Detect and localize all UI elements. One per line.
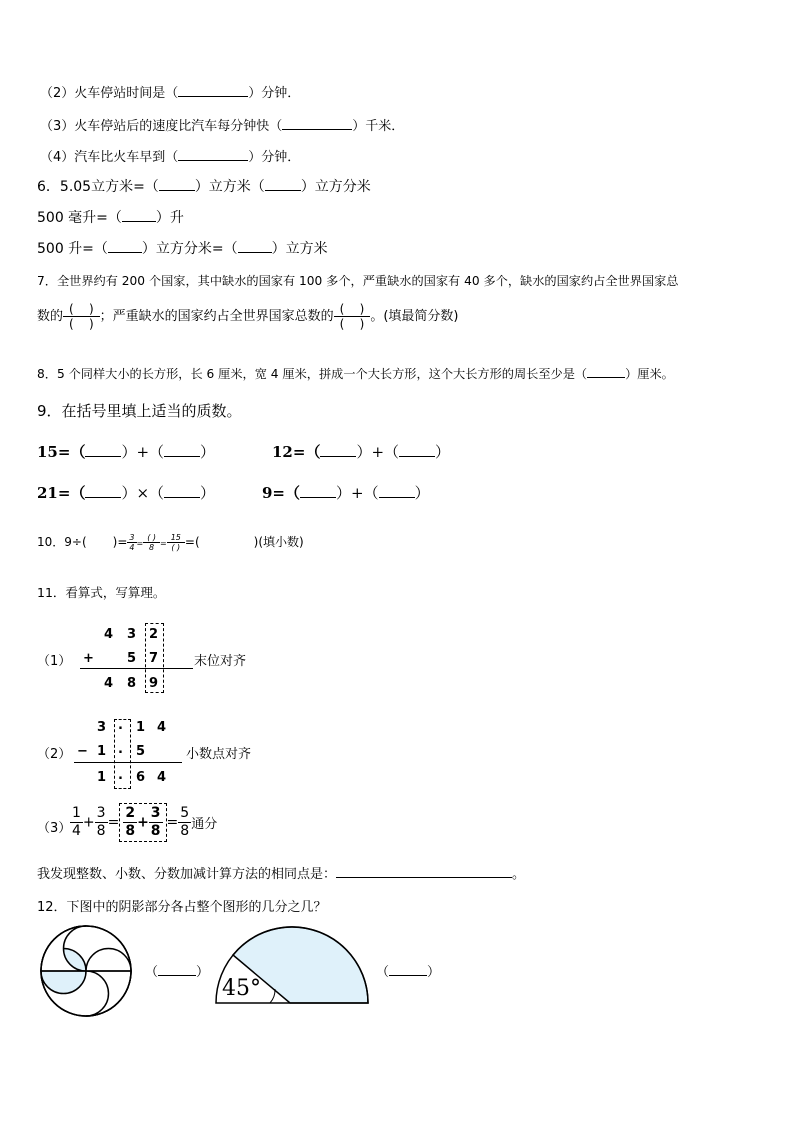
q11-title: 11．看算式，写算理。 — [37, 585, 166, 600]
answer-blank[interactable] — [238, 240, 272, 253]
fraction-blank[interactable]: $\frac{( )}{( )}$ — [334, 302, 371, 331]
q5-part3: （3）火车停站后的速度比汽车每分钟快（ ）千米． — [40, 119, 405, 134]
answer-blank[interactable] — [399, 444, 435, 457]
q9-row2-left: 21=（ ）×（ ） — [37, 484, 216, 502]
answer-blank[interactable] — [379, 485, 415, 498]
q5-part4: （4）汽车比火车早到（ ）分钟． — [40, 150, 301, 165]
shaded-circle-figure — [38, 923, 138, 1019]
q8: 8．5 个同样大小的长方形，长 6 厘米，宽 4 厘米，拼成一个大长方形，这个大长方形的周长至少是（ ）厘米。 — [37, 367, 674, 381]
answer-blank[interactable] — [108, 240, 142, 253]
q9-row1-right: 12=（ ）+（ ） — [272, 443, 451, 461]
q12-title: 12．下图中的阴影部分各占整个图形的几分之几？ — [37, 900, 327, 915]
q7-line1: 7．全世界约有 200 个国家，其中缺水的国家有 100 多个，严重缺水的国家有 40 多个，缺水的国家约占全世界国家总 — [37, 274, 679, 288]
q11-part3-fractions: $\frac{1}{4}$ + $\frac{3}{8}$ = $\frac{2}{8}$ + $\frac{3}{8}$ = $\frac{5}{8}$ 通分 — [70, 803, 217, 842]
answer-blank[interactable] — [122, 209, 156, 222]
answer-blank[interactable] — [587, 365, 625, 378]
answer-blank[interactable] — [159, 178, 195, 191]
q9-row2-right: 9=（ ）+（ ） — [262, 484, 430, 502]
answer-blank[interactable] — [282, 117, 352, 130]
angle-label: 45° — [222, 976, 261, 1001]
answer-blank[interactable] — [85, 444, 121, 457]
q11-part1-label: （1） — [37, 654, 72, 669]
sum-line — [80, 668, 193, 669]
q9-row1-left: 15=（ ）+（ ） — [37, 443, 216, 461]
q11-part2-label: （2） — [37, 747, 72, 762]
common-denominator-box: $\frac{2}{8}$ + $\frac{3}{8}$ — [119, 803, 166, 842]
q6-line3: 500 升=（ ）立方分米=（ ）立方米 — [37, 241, 328, 257]
q9-title: 9．在括号里填上适当的质数。 — [37, 402, 242, 420]
answer-blank[interactable] — [85, 485, 121, 498]
q11-part1-note: 末位对齐 — [194, 654, 247, 669]
q6-line1: 6．5.05立方米=（ ）立方米（ ）立方分米 — [37, 179, 371, 195]
alignment-box — [145, 623, 164, 693]
q12-answer-2[interactable]: （ ） — [376, 965, 441, 980]
answer-blank[interactable] — [164, 485, 200, 498]
alignment-box — [114, 719, 131, 789]
answer-blank[interactable] — [178, 84, 248, 97]
q5-part2: （2）火车停站时间是（ ）分钟． — [40, 86, 301, 101]
q11-part3-label: （3） — [37, 821, 72, 836]
answer-blank[interactable] — [164, 444, 200, 457]
answer-blank[interactable] — [178, 148, 248, 161]
q11-part2-note: 小数点对齐 — [186, 747, 252, 762]
q6-line2: 500 毫升=（ ）升 — [37, 210, 184, 226]
q11-summary: 我发现整数、小数、分数加减计算方法的相同点是： 。 — [37, 867, 526, 882]
q7-line2: 数的 $\frac{( )}{( )}$ ；严重缺水的国家约占全世界国家总数的 $\frac{( )}{( )}$ 。(填最简分数) — [37, 302, 459, 331]
answer-blank[interactable] — [320, 444, 356, 457]
answer-blank[interactable] — [265, 178, 301, 191]
answer-blank[interactable] — [336, 865, 512, 878]
q10: 10．9÷( )= $\frac{3}{4}$ = $\frac{( )}{8}$ = $\frac{15}{( )}$ =( )(填小数) — [37, 533, 304, 552]
answer-blank[interactable] — [300, 485, 336, 498]
fraction-blank[interactable]: $\frac{( )}{( )}$ — [63, 302, 100, 331]
q12-answer-1[interactable]: （ ） — [145, 965, 210, 980]
